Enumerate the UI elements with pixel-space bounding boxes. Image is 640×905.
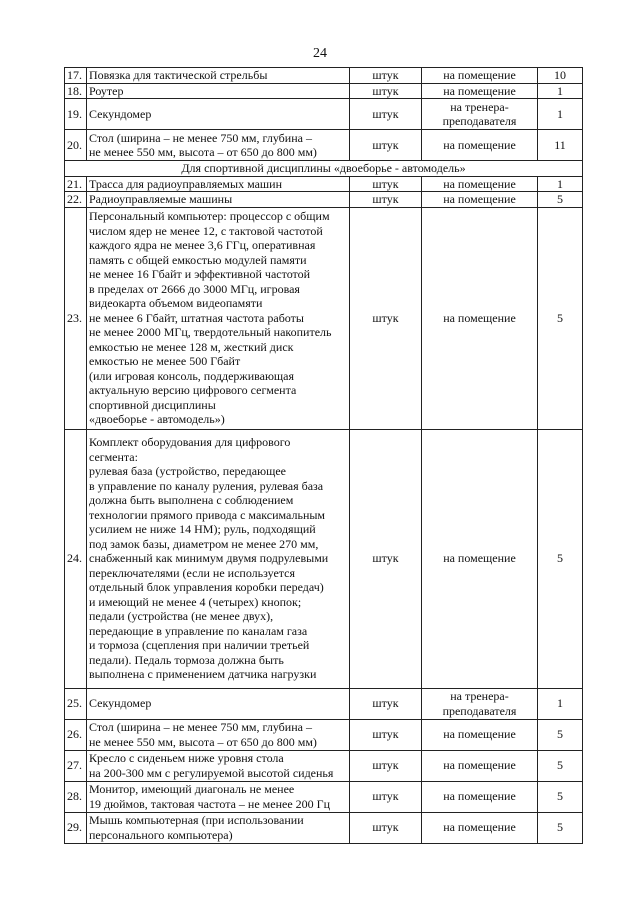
table-row <box>65 688 583 719</box>
calculation-unit-line: преподавателя <box>442 114 517 128</box>
item-name-line: Кресло с сиденьем ниже уровня стола <box>89 751 284 765</box>
item-name-line: переключателями (если не используется <box>89 565 296 580</box>
item-name-line: не менее 550 мм, высота – от 650 до 800 мм) <box>89 145 317 159</box>
row-number: 28. <box>65 781 87 812</box>
calculation-unit-line: на помещение <box>443 789 516 804</box>
item-name-line: должна быть выполнена с соблюдением <box>89 493 294 508</box>
unit-of-measure: штук <box>350 812 422 843</box>
equipment-table <box>64 67 583 844</box>
item-name <box>87 68 350 84</box>
row-number: 18. <box>65 83 87 99</box>
row-number: 24. <box>65 429 87 688</box>
item-name <box>87 192 350 208</box>
item-name <box>87 812 350 843</box>
table-row <box>65 812 583 843</box>
calculation-unit <box>422 176 538 192</box>
item-name-line: не менее 6 Гбайт, штатная частота работы <box>89 310 304 325</box>
calculation-unit-line: на помещение <box>443 310 516 325</box>
item-name-line: Секундомер <box>89 696 152 711</box>
item-name-line: Стол (ширина – не менее 750 мм, глубина – <box>89 130 312 145</box>
calculation-unit-line: на помещение <box>443 176 516 191</box>
calculation-unit-line: на помещение <box>443 137 516 152</box>
item-name-line: на 200-300 мм с регулируемой высотой сиденья <box>89 765 334 780</box>
table-row <box>65 719 583 750</box>
quantity: 5 <box>538 719 583 750</box>
item-name-line: технологии прямого привода с максимальным <box>89 507 326 522</box>
unit-of-measure: штук <box>350 719 422 750</box>
item-name-line: спортивной дисциплины <box>89 397 216 412</box>
item-name <box>87 207 350 429</box>
calculation-unit <box>422 719 538 750</box>
table-row <box>65 130 583 161</box>
calculation-unit <box>422 130 538 161</box>
calculation-unit-line: на тренера- <box>450 99 509 114</box>
item-name <box>87 781 350 812</box>
item-name <box>87 99 350 130</box>
item-name <box>87 176 350 192</box>
quantity: 11 <box>538 130 583 161</box>
item-name-line: Повязка для тактической стрельбы <box>89 68 268 82</box>
quantity: 5 <box>538 781 583 812</box>
quantity: 1 <box>538 99 583 130</box>
item-name <box>87 429 350 688</box>
item-name-line: «двоеборье - автомодель») <box>89 412 225 427</box>
calculation-unit-line: на помещение <box>443 551 516 566</box>
table-row <box>65 207 583 429</box>
unit-of-measure: штук <box>350 781 422 812</box>
calculation-unit-line: на помещение <box>443 820 516 835</box>
calculation-unit <box>422 812 538 843</box>
item-name-line: емкостью не менее 128 м, жесткий диск <box>89 339 294 354</box>
unit-of-measure: штук <box>350 688 422 719</box>
quantity: 1 <box>538 176 583 192</box>
item-name-line: Трасса для радиоуправляемых машин <box>89 176 283 191</box>
item-name-line: передающие в управление по каналам газа <box>89 623 308 638</box>
calculation-unit-line: преподавателя <box>442 703 517 718</box>
row-number: 20. <box>65 130 87 161</box>
section-row <box>65 161 583 177</box>
unit-of-measure: штук <box>350 207 422 429</box>
table-row <box>65 68 583 84</box>
quantity: 10 <box>538 68 583 84</box>
item-name <box>87 688 350 719</box>
item-name-line: Мышь компьютерная (при использовании <box>89 813 304 827</box>
calculation-unit-line: на помещение <box>443 83 516 98</box>
calculation-unit <box>422 99 538 130</box>
unit-of-measure: штук <box>350 192 422 208</box>
calculation-unit <box>422 429 538 688</box>
row-number: 21. <box>65 176 87 192</box>
row-number: 26. <box>65 719 87 750</box>
calculation-unit-line: на помещение <box>443 68 516 82</box>
unit-of-measure: штук <box>350 429 422 688</box>
item-name-line: в пределах от 2666 до 3000 МГц, игровая <box>89 281 300 296</box>
item-name-line: не менее 550 мм, высота – от 650 до 800 мм) <box>89 734 317 749</box>
calculation-unit <box>422 781 538 812</box>
unit-of-measure: штук <box>350 130 422 161</box>
table-row <box>65 192 583 208</box>
item-name-line: память с общей емкостью модулей памяти <box>89 252 307 267</box>
unit-of-measure: штук <box>350 750 422 781</box>
item-name-line: рулевая база (устройство, передающее <box>89 464 286 479</box>
item-name-line: педали (устройства (не менее двух), <box>89 609 274 624</box>
unit-of-measure: штук <box>350 83 422 99</box>
quantity: 5 <box>538 429 583 688</box>
item-name-line: и имеющий не менее 4 (четырех) кнопок; <box>89 594 302 609</box>
quantity: 5 <box>538 192 583 208</box>
item-name-line: числом ядер не менее 12, с тактовой частотой <box>89 223 323 238</box>
calculation-unit-line: на помещение <box>443 758 516 773</box>
item-name-line: видеокарта объемом видеопамяти <box>89 296 263 311</box>
quantity: 1 <box>538 83 583 99</box>
calculation-unit-line: на помещение <box>443 192 516 206</box>
item-name-line: под замок базы, диаметром не менее 270 мм, <box>89 536 319 551</box>
calculation-unit <box>422 68 538 84</box>
table-row <box>65 429 583 688</box>
item-name-line: актуальную версию цифрового сегмента <box>89 383 297 398</box>
item-name-line: Монитор, имеющий диагональ не менее <box>89 782 295 796</box>
row-number: 25. <box>65 688 87 719</box>
page-number: 24 <box>313 46 327 61</box>
item-name-line: Секундомер <box>89 106 152 121</box>
quantity: 5 <box>538 207 583 429</box>
section-title: Для спортивной дисциплины «двоеборье - автомодель» <box>65 161 583 177</box>
item-name-line: и тормоза (сцепления при наличии третьей <box>89 638 310 653</box>
table-row <box>65 83 583 99</box>
unit-of-measure: штук <box>350 68 422 84</box>
item-name-line: в управление по каналу руления, рулевая база <box>89 478 324 493</box>
item-name <box>87 750 350 781</box>
row-number: 17. <box>65 68 87 84</box>
quantity: 5 <box>538 812 583 843</box>
unit-of-measure: штук <box>350 176 422 192</box>
item-name-line: каждого ядра не менее 3,6 ГГц, оперативная <box>89 238 316 253</box>
item-name-line: сегмента: <box>89 449 138 464</box>
row-number: 19. <box>65 99 87 130</box>
item-name-line: Комплект оборудования для цифрового <box>89 435 291 450</box>
item-name-line: не менее 16 Гбайт и эффективной частотой <box>89 267 311 282</box>
calculation-unit <box>422 192 538 208</box>
table-row <box>65 750 583 781</box>
item-name-line: Радиоуправляемые машины <box>89 192 233 206</box>
row-number: 27. <box>65 750 87 781</box>
table-row <box>65 781 583 812</box>
item-name <box>87 719 350 750</box>
item-name-line: Стол (ширина – не менее 750 мм, глубина – <box>89 720 312 734</box>
item-name-line: емкостью не менее 500 Гбайт <box>89 354 241 369</box>
row-number: 29. <box>65 812 87 843</box>
item-name-line: усилием не ниже 14 НМ); руль, подходящий <box>89 522 316 537</box>
unit-of-measure: штук <box>350 99 422 130</box>
row-number: 22. <box>65 192 87 208</box>
item-name-line: (или игровая консоль, поддерживающая <box>89 368 295 383</box>
item-name-line: 19 дюймов, тактовая частота – не менее 200 Гц <box>89 796 331 811</box>
quantity: 5 <box>538 750 583 781</box>
calculation-unit <box>422 83 538 99</box>
item-name-line: Роутер <box>89 83 124 98</box>
row-number: 23. <box>65 207 87 429</box>
item-name-line: персонального компьютера) <box>89 827 233 842</box>
item-name <box>87 130 350 161</box>
calculation-unit <box>422 688 538 719</box>
calculation-unit-line: на помещение <box>443 727 516 742</box>
calculation-unit <box>422 750 538 781</box>
quantity: 1 <box>538 688 583 719</box>
calculation-unit-line: на тренера- <box>450 689 509 703</box>
item-name-line: Персональный компьютер: процессор с общим <box>89 209 330 224</box>
item-name-line: педали). Педаль тормоза должна быть <box>89 652 284 667</box>
table-row <box>65 99 583 130</box>
item-name <box>87 83 350 99</box>
item-name-line: выполнена с применением датчика нагрузки <box>89 667 317 682</box>
item-name-line: снабженный как минимум двумя подрулевыми <box>89 551 329 566</box>
table-row <box>65 176 583 192</box>
item-name-line: отдельный блок управления коробки передач) <box>89 580 324 595</box>
item-name-line: не менее 2000 МГц, твердотельный накопитель <box>89 325 332 340</box>
calculation-unit <box>422 207 538 429</box>
